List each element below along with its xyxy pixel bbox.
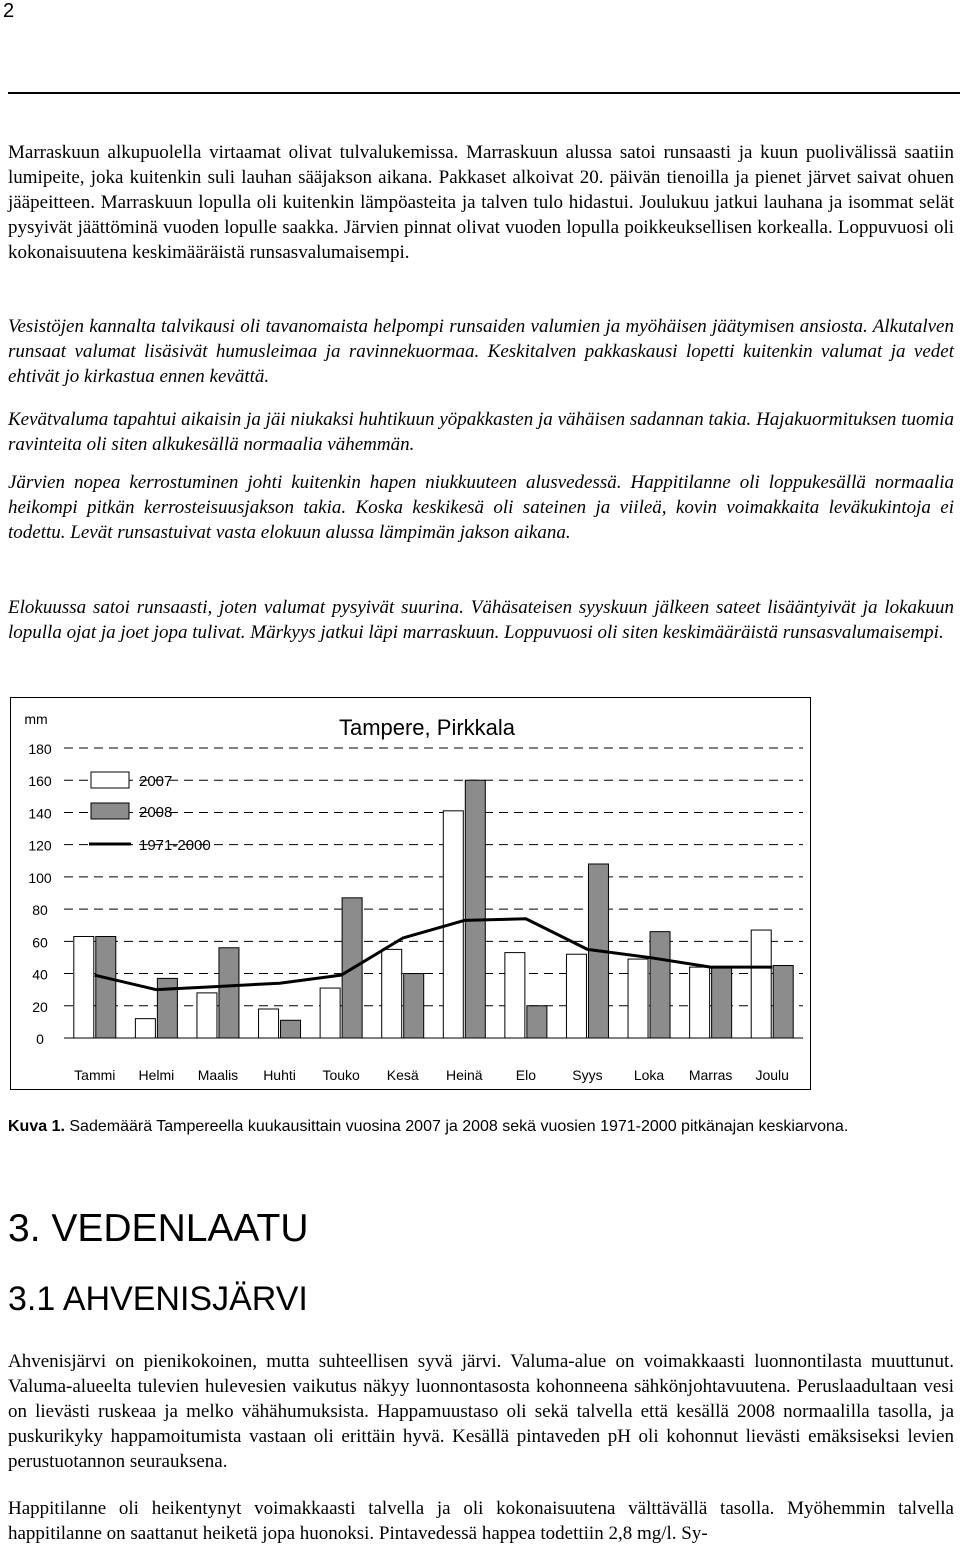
bar-2007 — [751, 930, 771, 1038]
chart-title: Tampere, Pirkkala — [338, 715, 516, 740]
bar-2008 — [527, 1006, 547, 1038]
chart-svg — [11, 698, 812, 1091]
paragraph-winter: Vesistöjen kannalta talvikausi oli tavanomaista helpompi runsaiden valumien ja myöhäisen jäätymisen ansiosta. Alkutalven runsaat valumat lisäsivät humusleimaa ja ravinnekuormaa. Keskitalven pakkaskausi lopetti kuitenkin valumat ja vedet ehtivät jo kirkastua ennen kevättä. — [8, 316, 954, 387]
bar-2008 — [281, 1020, 301, 1038]
x-tick-label: Huhti — [263, 1067, 296, 1083]
precipitation-chart — [10, 697, 811, 1090]
y-tick-label: 160 — [28, 773, 52, 790]
x-tick-label: Kesä — [386, 1067, 419, 1083]
line-1971-2000 — [95, 919, 772, 990]
bar-2008 — [650, 932, 670, 1038]
bar-2007 — [135, 1019, 155, 1038]
x-tick-label: Loka — [633, 1067, 665, 1083]
bar-2007 — [382, 949, 402, 1038]
paragraph-oxygen: Happitilanne oli heikentynyt voimakkaasti talvella ja oli kokonaisuutena välttävällä tasolla. Myöhemmin talvella happitilanne on saattanut heiketä jopa huonoksi. Pintavedessä happea todettiin 2,8 mg/l. Sy- — [8, 1498, 954, 1544]
x-tick-label: Heinä — [445, 1067, 483, 1083]
y-tick-label: 60 — [32, 934, 48, 951]
legend-swatch-2008 — [91, 803, 129, 819]
x-tick-label: Marras — [688, 1067, 733, 1083]
bar-2007 — [690, 967, 710, 1038]
caption-label: Kuva 1. — [8, 1118, 65, 1135]
y-axis-label: mm — [24, 711, 48, 727]
paragraph-intro: Marraskuun alkupuolella virtaamat olivat tulvalukemissa. Marraskuun alussa satoi runsaasti ja kuun puolivälissä saatiin lumipeite, joka kuitenkin suli lauhan sääjakson aikana. Pakkaset alkoivat 20. päivän tienoilla ja pienet järvet saivat ohuen jääpeitteen. Marraskuun lopulla oli kuitenkin lämpöasteita ja talven tulo hidastui. Joulukuu jatkui lauhana ja isommat selät pysyivät jäättöminä vuoden lopulle saakka. Järvien pinnat olivat vuoden lopulla poikkeuksellisen korkealla. Loppuvuosi oli kokonaisuutena keskimääräistä runsasvalumaisempi. — [8, 142, 954, 263]
bar-2007 — [320, 988, 340, 1038]
paragraph-spring: Kevätvaluma tapahtui aikaisin ja jäi niukaksi huhtikuun yöpakkasten ja vähäisen sadannan takia. Hajakuormituksen tuomia ravinteita oli siten alkukesällä normaalia vähemmän. — [8, 409, 954, 455]
x-tick-label: Maalis — [197, 1067, 239, 1083]
y-tick-label: 20 — [32, 998, 48, 1015]
bar-2008 — [712, 967, 732, 1038]
y-tick-label: 80 — [32, 902, 48, 919]
bar-2008 — [219, 948, 239, 1038]
paragraph-autumn: Elokuussa satoi runsaasti, joten valumat pysyivät suurina. Vähäsateisen syyskuun jälkeen sateet lisääntyivät ja lokakuun lopulla ojat ja joet jopa tulivat. Märkyys jatkui läpi marraskuun. Loppuvuosi oli siten keskimääräistä runsasvalumaisempi. — [8, 597, 954, 643]
bar-2008 — [404, 974, 424, 1038]
bar-2007 — [259, 1009, 279, 1038]
x-tick-label: Touko — [322, 1067, 360, 1083]
x-tick-label: Elo — [515, 1067, 536, 1083]
section-heading: 3. VEDENLAATU — [8, 1207, 309, 1250]
y-tick-label: 140 — [28, 805, 52, 822]
subsection-heading: 3.1 AHVENISJÄRVI — [8, 1280, 308, 1318]
y-tick-label: 100 — [28, 869, 52, 886]
y-tick-label: 0 — [36, 1031, 44, 1047]
paragraph-ahvenisjarvi: Ahvenisjärvi on pienikokoinen, mutta suhteellisen syvä järvi. Valuma-alue on voimakkaasti luonnontilasta muuttunut. Valuma-alueelta tulevien hulevesien vaikutus näkyy luonnontasosta kohonneena sähkönjohtavuutena. Peruslaadultaan vesi on lievästi ruskeaa ja melko vähähumuksista. Happamuustaso oli sekä talvella että kesällä 2008 normaalilla tasolla, ja puskurikyky happamoitumista vastaan oli erittäin hyvä. Kesällä pintaveden pH oli kohonnut lievästi emäksiseksi levien perustuotannon seurauksena. — [8, 1351, 954, 1472]
x-tick-label: Syys — [572, 1067, 603, 1083]
figure-caption — [8, 1115, 954, 1139]
bar-2007 — [505, 953, 525, 1038]
legend — [89, 772, 211, 854]
header-rule — [8, 92, 960, 94]
legend-label-1971-2000: 1971-2000 — [139, 837, 211, 854]
bar-2008 — [465, 780, 485, 1038]
legend-label-2007: 2007 — [139, 773, 173, 790]
bar-2007 — [566, 954, 586, 1038]
bar-2008 — [96, 937, 116, 1039]
paragraph-summer: Järvien nopea kerrostuminen johti kuitenkin hapen niukkuuteen alusvedessä. Happitilanne oli loppukesällä normaalia heikompi pitkän kerrosteisuusjakson takia. Koska keskikesä oli sateinen ja viileä, kovin voimakkaita leväkukintoja ei todettu. Levät runsastuivat vasta elokuun alussa lämpimän jakson aikana. — [8, 472, 954, 543]
page-number: 2 — [3, 0, 15, 22]
bar-2007 — [74, 937, 94, 1039]
bar-2008 — [773, 966, 793, 1039]
caption-text: Sademäärä Tampereella kuukausittain vuosina 2007 ja 2008 sekä vuosien 1971-2000 pitkänajan keskiarvona. — [64, 1118, 849, 1135]
y-tick-label: 180 — [28, 741, 52, 757]
y-tick-label: 120 — [28, 837, 52, 854]
x-tick-label: Tammi — [74, 1067, 116, 1083]
y-tick-label: 40 — [32, 966, 48, 983]
bar-2007 — [628, 959, 648, 1038]
bar-2007 — [197, 993, 217, 1038]
legend-swatch-2007 — [91, 772, 129, 788]
legend-label-2008: 2008 — [139, 804, 173, 821]
x-tick-label: Joulu — [755, 1067, 789, 1083]
x-tick-label: Helmi — [138, 1067, 175, 1083]
